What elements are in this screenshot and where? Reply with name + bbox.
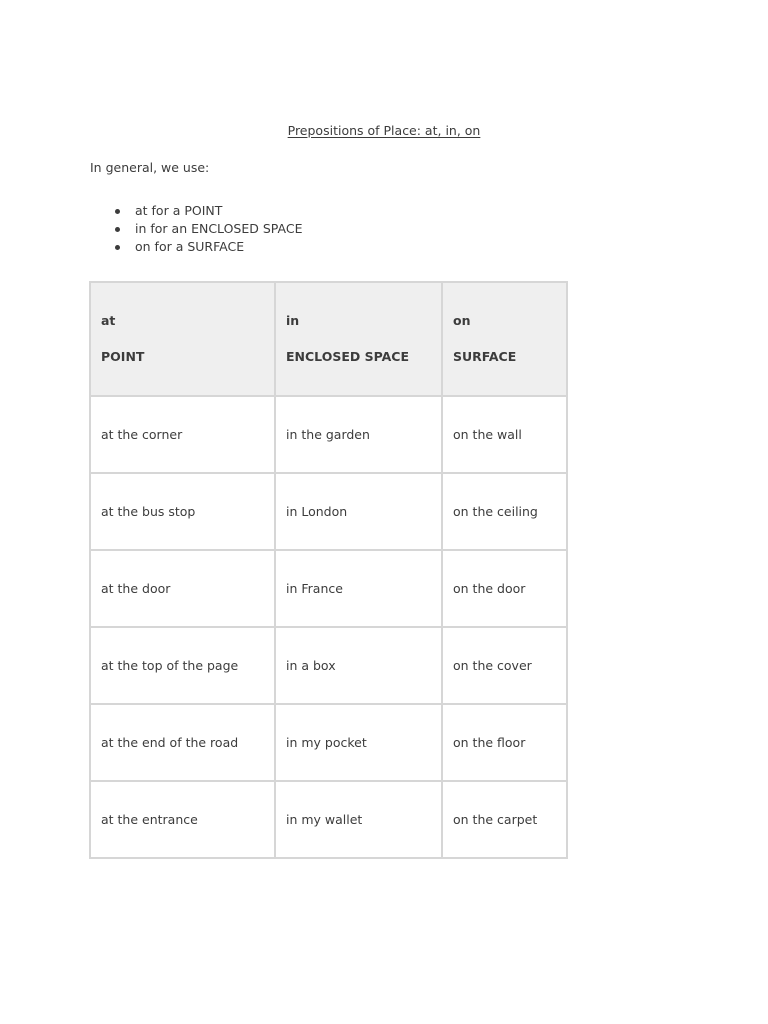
table-cell: at the entrance: [90, 781, 275, 858]
bullet-item: [90, 220, 302, 238]
header-word: in: [286, 313, 300, 328]
table-cell: in a box: [275, 627, 442, 704]
table-cell: on the cover: [442, 627, 567, 704]
table-cell: in the garden: [275, 396, 442, 473]
table-cell: in my pocket: [275, 704, 442, 781]
header-cell-at: [90, 282, 275, 396]
table-row: [90, 627, 567, 704]
table-cell: at the end of the road: [90, 704, 275, 781]
header-word: on: [453, 313, 471, 328]
table-row: [90, 781, 567, 858]
bullet-list: [90, 202, 302, 256]
table-cell: on the floor: [442, 704, 567, 781]
intro-text: In general, we use:: [90, 160, 210, 175]
table-cell: at the top of the page: [90, 627, 275, 704]
prepositions-table: [89, 281, 568, 859]
bullet-text: in for an ENCLOSED SPACE: [135, 221, 303, 236]
table-row: [90, 396, 567, 473]
bullet-dot-icon: [115, 227, 120, 232]
header-meaning: POINT: [101, 349, 145, 364]
table-row: [90, 473, 567, 550]
bullet-item: [90, 202, 302, 220]
table-cell: in France: [275, 550, 442, 627]
table-cell: in London: [275, 473, 442, 550]
table-cell: on the carpet: [442, 781, 567, 858]
header-cell-in: [275, 282, 442, 396]
header-cell-on: [442, 282, 567, 396]
table-cell: on the door: [442, 550, 567, 627]
bullet-item: [90, 238, 302, 256]
table-cell: at the door: [90, 550, 275, 627]
table-row: [90, 704, 567, 781]
page-title: [0, 123, 768, 139]
table-cell: at the bus stop: [90, 473, 275, 550]
table-row: [90, 550, 567, 627]
table-header-row: [90, 282, 567, 396]
bullet-text: on for a SURFACE: [135, 239, 245, 254]
header-meaning: SURFACE: [453, 349, 517, 364]
table-cell: on the ceiling: [442, 473, 567, 550]
table-cell: at the corner: [90, 396, 275, 473]
bullet-text: at for a POINT: [135, 203, 223, 218]
bullet-dot-icon: [115, 209, 120, 214]
header-word: at: [101, 313, 116, 328]
bullet-dot-icon: [115, 245, 120, 250]
header-meaning: ENCLOSED SPACE: [286, 349, 409, 364]
table-cell: on the wall: [442, 396, 567, 473]
page-title-text: Prepositions of Place: at, in, on: [287, 123, 481, 138]
table-cell: in my wallet: [275, 781, 442, 858]
